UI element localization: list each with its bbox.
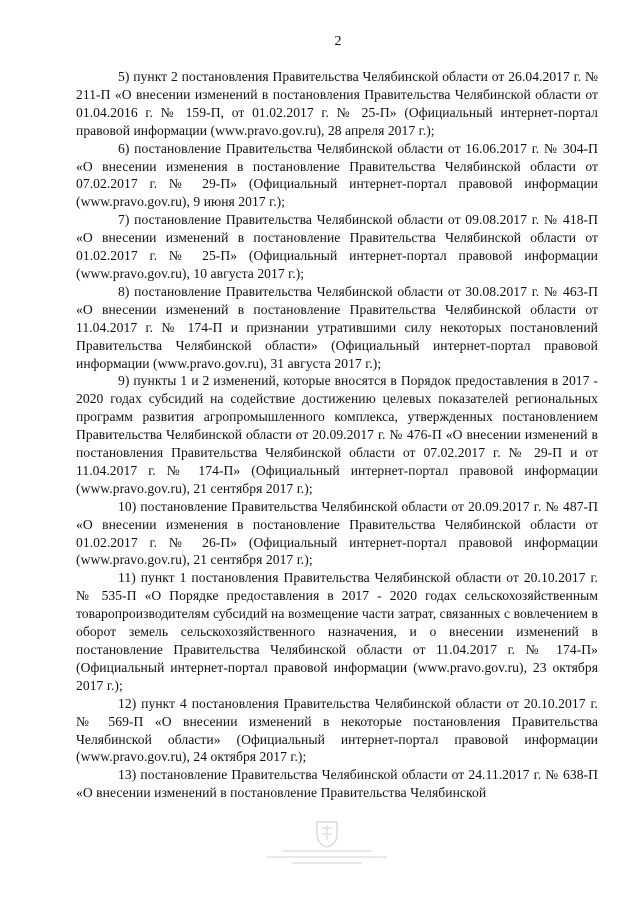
paragraph-item-13: 13) постановление Правительства Челябинской области от 24.11.2017 г. № 638-П «О внесении изменений в постановление Правительства Челябинской (76, 767, 598, 801)
document-body (76, 68, 598, 802)
page-number: 2 (334, 34, 342, 49)
paragraph-item-12: 12) пункт 4 постановления Правительства Челябинской области от 20.10.2017 г. № 569-П «О внесении изменений в некоторые постановления Правительства Челябинской области» (Официальный интернет-портал правовой информации (www.pravo.gov.ru), 24 октября 2017 г.); (76, 695, 598, 765)
paragraph-item-9: 9) пункты 1 и 2 изменений, которые вносятся в Порядок предоставления в 2017 - 2020 годах субсидий на содействие достижению целевых показателей региональных программ развития агропромышленного комплекса, утвержденных постановлением Правительства Челябинской области от 20.09.2017 г. № 476-П «О внесении изменений в постановления Правительства Челябинской области от 07.02.2017 г. № 29-П и от 11.04.2017 г. № 174-П» (Официальный интернет-портал правовой информации (www.pravo.gov.ru), 21 сентября 2017 г.); (76, 373, 598, 496)
paragraph-item-7: 7) постановление Правительства Челябинской области от 09.08.2017 г. № 418-П «О внесении изменений в постановление Правительства Челябинской области от 01.02.2017 г. № 25-П» (Официальный интернет-портал правовой информации (www.pravo.gov.ru), 10 августа 2017 г.); (76, 212, 598, 281)
stamp-text-lines (262, 850, 392, 868)
paragraph-item-5: 5) пункт 2 постановления Правительства Челябинской области от 26.04.2017 г. № 211-П «О внесении изменений в постановления Правительства Челябинской области от 01.04.2016 г. № 159-П, от 01.02.2017 г. № 25-П» (Официальный интернет-портал правовой информации (www.pravo.gov.ru), 28 апреля 2017 г.); (76, 69, 598, 138)
paragraph-item-8: 8) постановление Правительства Челябинской области от 30.08.2017 г. № 463-П «О внесении изменений в постановление Правительства Челябинской области от 11.04.2017 г. № 174-П и признании утратившими силу некоторых постановлений Правительства Челябинской области» (Официальный интернет-портал правовой информации (www.pravo.gov.ru), 31 августа 2017 г.); (76, 283, 598, 371)
paragraph-item-6: 6) постановление Правительства Челябинской области от 16.06.2017 г. № 304-П «О внесении изменения в постановление Правительства Челябинской области от 07.02.2017 г. № 29-П» (Официальный интернет-портал правовой информации (www.pravo.gov.ru), 9 июня 2017 г.); (76, 140, 598, 210)
coat-of-arms-icon (312, 820, 342, 848)
official-stamp-watermark (262, 820, 392, 870)
paragraph-item-11: 11) пункт 1 постановления Правительства Челябинской области от 20.10.2017 г. № 535-П «О Порядке предоставления в 2017 - 2020 годах сельскохозяйственным товаропроизводителям субсидий на возмещение части затрат, связанных с вовлечением в оборот земель сельскохозяйственного назначения, и о внесении изменений в постановление Правительства Челябинской области от 11.04.2017 г. № 174-П» (Официальный интернет-портал правовой информации (www.pravo.gov.ru), 23 октября 2017 г.); (76, 570, 598, 693)
paragraph-item-10: 10) постановление Правительства Челябинской области от 20.09.2017 г. № 487-П «О внесении изменения в постановление Правительства Челябинской области от 01.02.2017 г. № 26-П» (Официальный интернет-портал правовой информации (www.pravo.gov.ru), 21 сентября 2017 г.); (76, 498, 598, 568)
